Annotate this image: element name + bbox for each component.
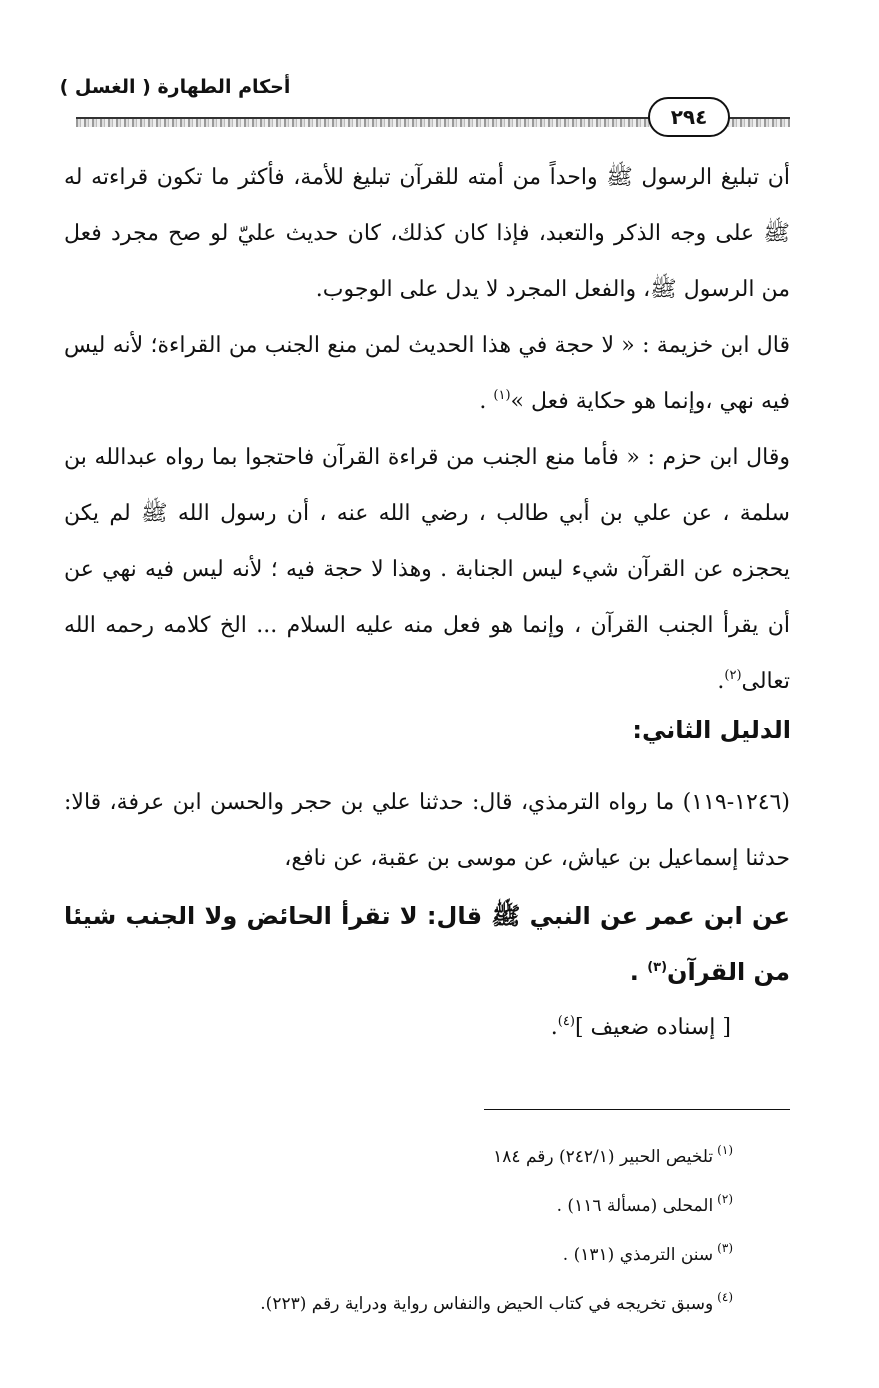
isnad-grading <box>551 1000 731 1056</box>
footnote-ref-3[interactable]: (٣) <box>647 960 668 975</box>
paragraph-1 <box>64 150 790 318</box>
footnote-1-text: تلخيص الحبير (٢٤٢/١) رقم ١٨٤ <box>493 1147 714 1167</box>
footnote-2-mark: (٢) <box>717 1192 733 1206</box>
footnote-3-mark: (٣) <box>717 1241 733 1255</box>
footnote-4 <box>113 1273 733 1322</box>
hadith-text <box>64 888 790 1000</box>
footnote-separator <box>484 1109 790 1110</box>
hadith-end: . <box>629 958 648 986</box>
footnote-3 <box>113 1224 733 1273</box>
grading-text: [ إسناده ضعيف ] <box>574 1015 731 1040</box>
section-heading: الدليل الثاني: <box>632 716 791 744</box>
footnote-ref-1[interactable]: (١) <box>493 388 511 403</box>
footnote-4-mark: (٤) <box>717 1290 733 1304</box>
footnote-1 <box>113 1126 733 1175</box>
hadith-body: عن ابن عمر عن النبي ﷺ قال: لا تقرأ الحائض ولا الجنب شيئا من القرآن <box>64 902 790 986</box>
footnote-ref-2[interactable]: (٢) <box>724 668 742 683</box>
footnotes <box>113 1126 733 1322</box>
paragraph-2-end: . <box>479 389 494 414</box>
page-number: ٢٩٤ <box>648 97 730 137</box>
narration-paragraph <box>64 775 790 887</box>
grading-end: . <box>550 1015 558 1040</box>
paragraph-3-text: وقال ابن حزم : « فأما منع الجنب من قراءة القرآن فاحتجوا بما رواه عبدالله بن سلمة ، عن علي بن أبي طالب ، رضي الله عنه ، أن رسول الله ﷺ لم يكن يحجزه عن القرآن شيء ليس الجنابة . وهذا لا حجة فيه ؛ لأنه ليس فيه نهي عن أن يقرأ الجنب القرآن ، وإنما هو فعل منه عليه السلام ... الخ كلامه رحمه الله تعالى <box>64 445 791 694</box>
footnote-2-text: المحلى (مسألة ١١٦) . <box>556 1196 714 1216</box>
narration-text: (١٢٤٦-١١٩) ما رواه الترمذي، قال: حدثنا علي بن حجر والحسن ابن عرفة، قالا: حدثنا إسماعيل بن عياش، عن موسى بن عقبة، عن نافع، <box>64 790 790 871</box>
footnote-3-text: سنن الترمذي (١٣١) . <box>562 1245 714 1265</box>
paragraph-3 <box>64 430 790 710</box>
footnote-1-mark: (١) <box>717 1143 733 1157</box>
paragraph-3-end: . <box>717 669 725 694</box>
paragraph-2 <box>64 318 790 430</box>
paragraph-2-text: قال ابن خزيمة : « لا حجة في هذا الحديث لمن منع الجنب من القراءة؛ لأنه ليس فيه نهي ،وإنما هو حكاية فعل » <box>64 333 790 414</box>
footnote-2 <box>113 1175 733 1224</box>
footnote-4-text: وسبق تخريجه في كتاب الحيض والنفاس رواية ودراية رقم (٢٢٣). <box>260 1294 714 1314</box>
paragraph-1-text: أن تبليغ الرسول ﷺ واحداً من أمته للقرآن تبليغ للأمة، فأكثر ما تكون قراءته له ﷺ على وجه الذكر والتعبد، فإذا كان كذلك، كان حديث عليّ لو صح مجرد فعل من الرسول ﷺ، والفعل المجرد لا يدل على الوجوب. <box>64 165 790 302</box>
footnote-ref-4[interactable]: (٤) <box>557 1014 575 1029</box>
running-title: أحكام الطهارة ( الغسل ) <box>59 76 291 98</box>
